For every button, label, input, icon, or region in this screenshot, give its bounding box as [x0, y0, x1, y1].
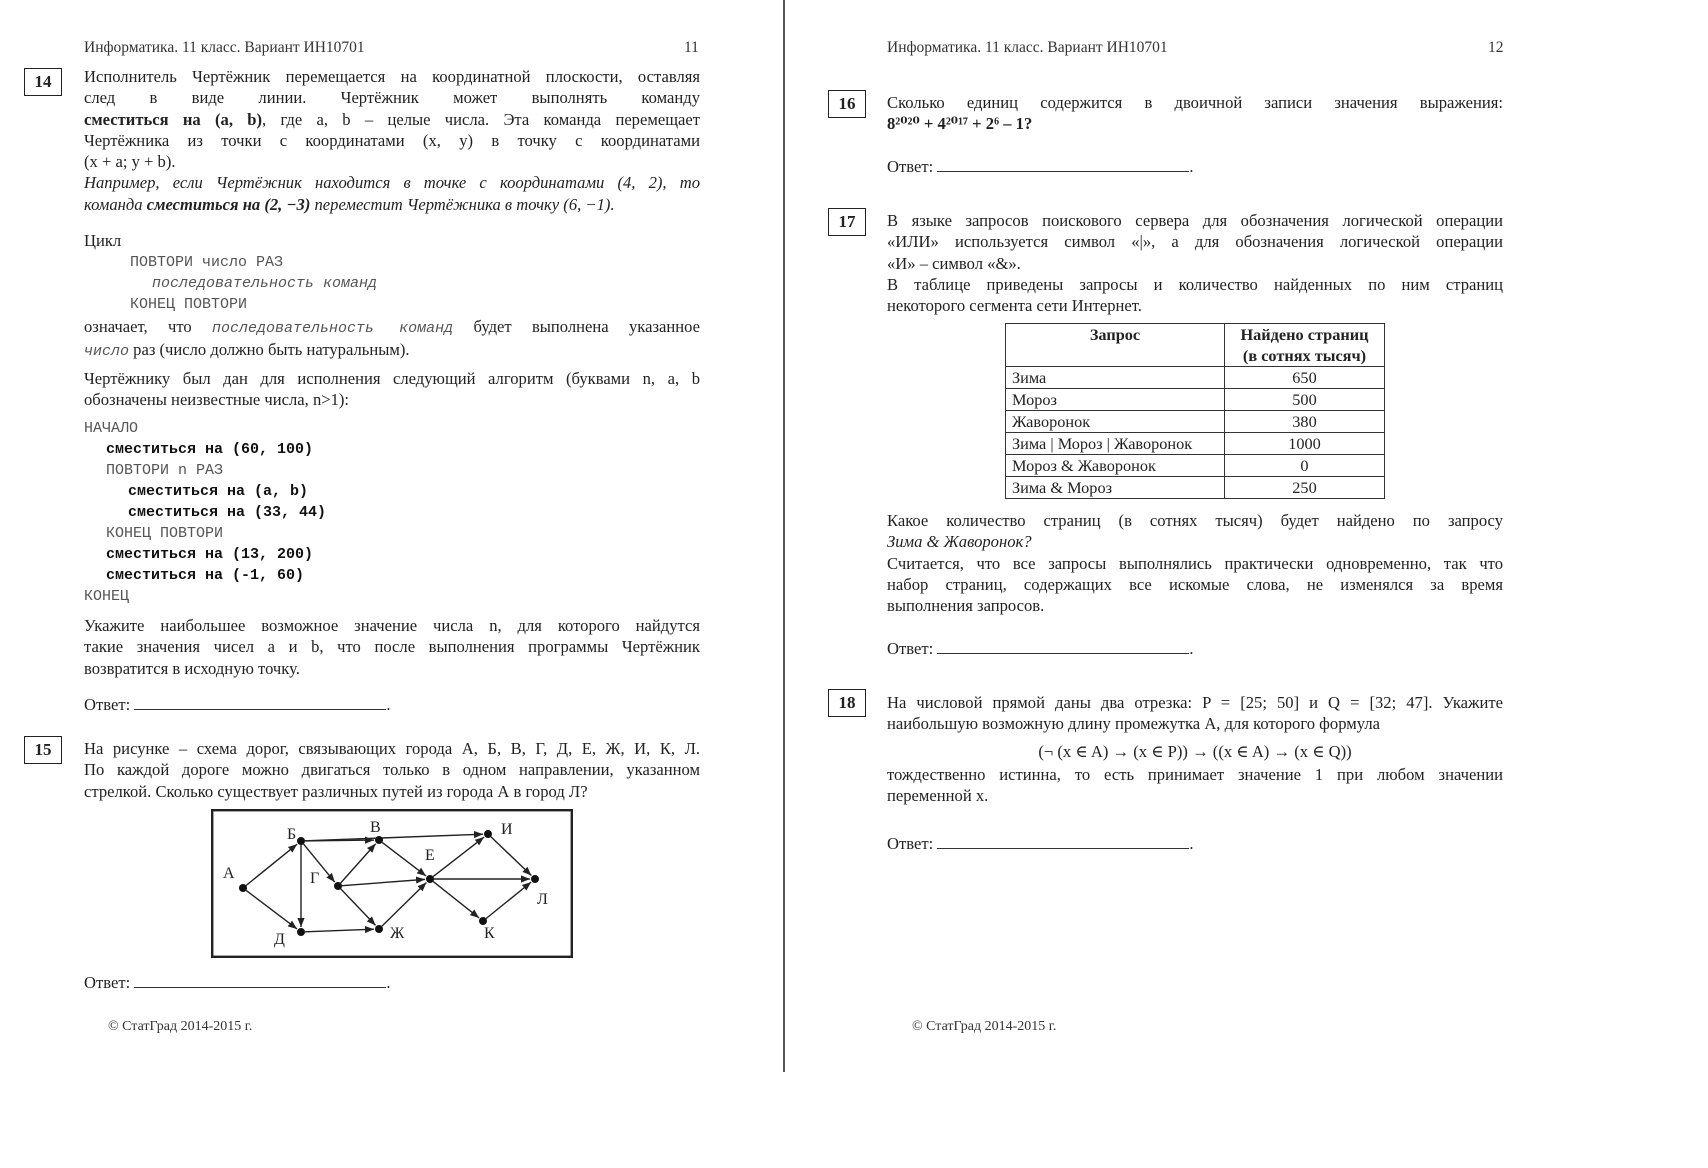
count-cell: 1000 [1225, 433, 1385, 455]
text-line: «ИЛИ» используется символ «|», а для обозначения логической операции [887, 232, 1503, 252]
text-line: такие значения чисел a и b, что после выполнения программы Чертёжник [84, 637, 700, 657]
command-bold: сместиться на (2, −3) [146, 194, 311, 214]
road-edge [382, 883, 427, 927]
city-label: В [370, 819, 381, 836]
road-edge [382, 842, 426, 876]
answer-line[interactable] [937, 157, 1189, 172]
text-line [84, 109, 700, 130]
task18-text [887, 692, 1503, 806]
table-row [1006, 367, 1385, 389]
cycle-title: Цикл [84, 231, 122, 250]
code-line: КОНЕЦ ПОВТОРИ [106, 525, 224, 542]
text-line: В языке запросов поискового сервера для обозначения логической операции [887, 211, 1503, 230]
text-line: наибольшую возможную длину промежутка A, для которого формула [887, 714, 1380, 734]
text-fragment: переместит Чертёжника в точку (6, −1). [310, 194, 615, 214]
text-fragment: означает, что [84, 317, 212, 336]
table-row [1006, 411, 1385, 433]
city-node [334, 882, 342, 890]
city-node [426, 875, 434, 883]
query-cell: Жаворонок [1006, 411, 1225, 433]
text-line: На числовой прямой даны два отрезка: P = [25; 50] и Q = [32; 47]. Укажите [887, 693, 1503, 712]
column-header [1225, 324, 1385, 367]
answer-label: Ответ: [887, 157, 934, 176]
city-label: Г [310, 870, 320, 887]
example-line [84, 194, 700, 215]
city-node [239, 884, 247, 892]
road-edge [342, 879, 425, 885]
code-line: сместиться на (-1, 60) [106, 567, 305, 584]
text-line: Укажите наибольшее возможное значение числа n, для которого найдутся [84, 616, 700, 635]
city-node [375, 925, 383, 933]
road-edge [341, 844, 376, 883]
table-row [1006, 433, 1385, 455]
code-line: сместиться на (60, 100) [106, 441, 314, 458]
count-cell: 650 [1225, 367, 1385, 389]
road-map-diagram [211, 809, 573, 958]
text-line: Чертёжника из точки с координатами (x, y) в точку с координатами [84, 130, 700, 150]
header-line: Найдено страниц [1240, 325, 1369, 344]
text-fragment: будет выполнена указанное [453, 317, 700, 336]
code-line: последовательность команд [152, 275, 378, 292]
road-edge [305, 929, 374, 932]
formula: (¬ (x ∈ A) → (x ∈ P)) → ((x ∈ A) → (x ∈ Q)) [1038, 741, 1352, 761]
text-fragment: последовательность команд [211, 320, 454, 337]
answer-label: Ответ: [84, 695, 131, 714]
code-line: сместиться на (a, b) [128, 483, 309, 500]
city-label: Л [537, 891, 548, 908]
text-line [84, 339, 700, 362]
query-cell: Мороз [1006, 389, 1225, 411]
code-line: сместиться на (33, 44) [128, 504, 327, 521]
query-cell: Зима & Мороз [1006, 477, 1225, 499]
text-line: Чертёжнику был дан для исполнения следующий алгоритм (буквами n, a, b [84, 369, 700, 388]
footer-copyright: © СтатГрад 2014-2015 г. [108, 1019, 253, 1034]
road-edge [491, 837, 531, 876]
text-line: переменной x. [887, 786, 989, 806]
text-line: Зима & Жаворонок? [887, 532, 1032, 552]
text-line: В таблице приведены запросы и количество найденных по ним страниц [887, 274, 1503, 294]
city-node [484, 830, 492, 838]
page-header: Информатика. 11 класс. Вариант ИН10701 [887, 39, 1168, 56]
table-row [1006, 389, 1385, 411]
answer-line[interactable] [134, 695, 386, 710]
task17-text [887, 210, 1503, 316]
text-line: некоторого сегмента сети Интернет. [887, 296, 1142, 316]
city-label: Ж [390, 925, 405, 942]
page-number: 11 [684, 39, 699, 56]
road-edge [486, 882, 531, 918]
text-line: тождественно истинна, то есть принимает значение 1 при любом значении [887, 764, 1503, 784]
text-line: обозначены неизвестные числа, n>1): [84, 390, 350, 410]
text-fragment: , где a, b – целые числа. Эта команда перемещает [262, 109, 700, 129]
code-line: ПОВТОРИ число РАЗ [130, 254, 284, 271]
answer-line[interactable] [134, 973, 386, 988]
text-line: Какое количество страниц (в сотнях тысяч) будет найдено по запросу [887, 511, 1503, 530]
city-node [479, 917, 487, 925]
code-line: сместиться на (13, 200) [106, 546, 314, 563]
text-line: след в виде линии. Чертёжник может выполнять команду [84, 88, 700, 108]
table-header-row [1006, 324, 1385, 367]
code-line: НАЧАЛО [84, 420, 139, 437]
task-number-box: 16 [828, 90, 866, 118]
text-line: (x + a; y + b). [84, 152, 176, 172]
text-line: Считается, что все запросы выполнялись практически одновременно, так что [887, 553, 1503, 573]
task16-text [887, 92, 1503, 135]
text-line: возвратится в исходную точку. [84, 658, 300, 678]
count-cell: 500 [1225, 389, 1385, 411]
code-line: КОНЕЦ [84, 588, 130, 605]
example-line: Например, если Чертёжник находится в точке с координатами (4, 2), то [84, 173, 700, 193]
road-edge [305, 834, 483, 841]
text-line [84, 316, 700, 339]
road-edge [246, 890, 297, 929]
header-line: (в сотнях тысяч) [1242, 346, 1367, 365]
city-label: И [501, 821, 513, 838]
queries-table [1005, 323, 1385, 499]
city-label: Б [287, 826, 297, 843]
text-fragment: раз (число должно быть натуральным). [129, 340, 410, 360]
text-fragment: команда [84, 194, 147, 214]
city-node [531, 875, 539, 883]
cycle-explanation [84, 316, 700, 363]
task15-text [84, 738, 700, 802]
answer-field[interactable]: Ответ: . [84, 973, 391, 992]
page-spine [783, 0, 785, 1072]
city-label: А [223, 865, 235, 882]
task-number-box: 17 [828, 208, 866, 236]
answer-field[interactable]: Ответ: . [887, 157, 1194, 176]
answer-label: Ответ: [887, 834, 934, 853]
road-edge [433, 881, 479, 917]
answer-field[interactable]: Ответ: . [887, 834, 1194, 853]
task-number-box: 15 [24, 736, 62, 764]
count-cell: 250 [1225, 477, 1385, 499]
text-line: По каждой дороге можно двигаться только в одном направлении, указанном [84, 760, 700, 780]
page-header: Информатика. 11 класс. Вариант ИН10701 [84, 39, 365, 56]
page-left [0, 0, 783, 1072]
table-row [1006, 477, 1385, 499]
road-edge [246, 844, 297, 885]
code-line: ПОВТОРИ n РАЗ [106, 462, 224, 479]
code-line: КОНЕЦ ПОВТОРИ [130, 296, 248, 313]
answer-label: Ответ: [84, 973, 131, 992]
table-row [1006, 455, 1385, 477]
answer-label: Ответ: [887, 639, 934, 658]
city-label: Е [425, 847, 435, 864]
text-line: набор страниц, содержащих все искомые слова, не изменялся за время [887, 574, 1503, 594]
algorithm-intro [84, 368, 700, 411]
text-line: выполнения запросов. [887, 596, 1045, 616]
column-header: Запрос [1006, 324, 1225, 367]
task-number-box: 14 [24, 68, 62, 96]
answer-line[interactable] [937, 834, 1189, 849]
city-node [297, 928, 305, 936]
city-label: Д [274, 931, 285, 948]
answer-field[interactable]: Ответ: . [84, 695, 391, 714]
command-bold: сместиться на (a, b) [84, 109, 263, 129]
text-line: На рисунке – схема дорог, связывающих города А, Б, В, Г, Д, Е, Ж, И, К, Л. [84, 739, 700, 758]
text-line: Исполнитель Чертёжник перемещается на координатной плоскости, оставляя [84, 67, 700, 86]
text-line: «И» – символ «&». [887, 253, 1021, 273]
task14-text [84, 66, 700, 215]
text-fragment: число [84, 343, 130, 361]
query-cell: Мороз & Жаворонок [1006, 455, 1225, 477]
text-line: Сколько единиц содержится в двоичной записи значения выражения: [887, 93, 1503, 112]
page-number: 12 [1488, 39, 1504, 56]
city-label: К [484, 925, 495, 942]
expression: 8²⁰²⁰ + 4²⁰¹⁷ + 2⁶ – 1? [887, 114, 1033, 134]
task-number-box: 18 [828, 689, 866, 717]
city-node [375, 836, 383, 844]
count-cell: 380 [1225, 411, 1385, 433]
task14-question [84, 615, 700, 679]
answer-field[interactable]: Ответ: . [887, 639, 1194, 658]
footer-copyright: © СтатГрад 2014-2015 г. [912, 1019, 1057, 1034]
page-right [786, 0, 1568, 1072]
road-edge [433, 837, 484, 876]
query-cell: Зима [1006, 367, 1225, 389]
query-cell: Зима | Мороз | Жаворонок [1006, 433, 1225, 455]
count-cell: 0 [1225, 455, 1385, 477]
task17-question [887, 510, 1503, 616]
city-node [297, 837, 305, 845]
road-edge [341, 889, 376, 925]
text-line: стрелкой. Сколько существует различных путей из города А в город Л? [84, 781, 588, 801]
answer-line[interactable] [937, 639, 1189, 654]
